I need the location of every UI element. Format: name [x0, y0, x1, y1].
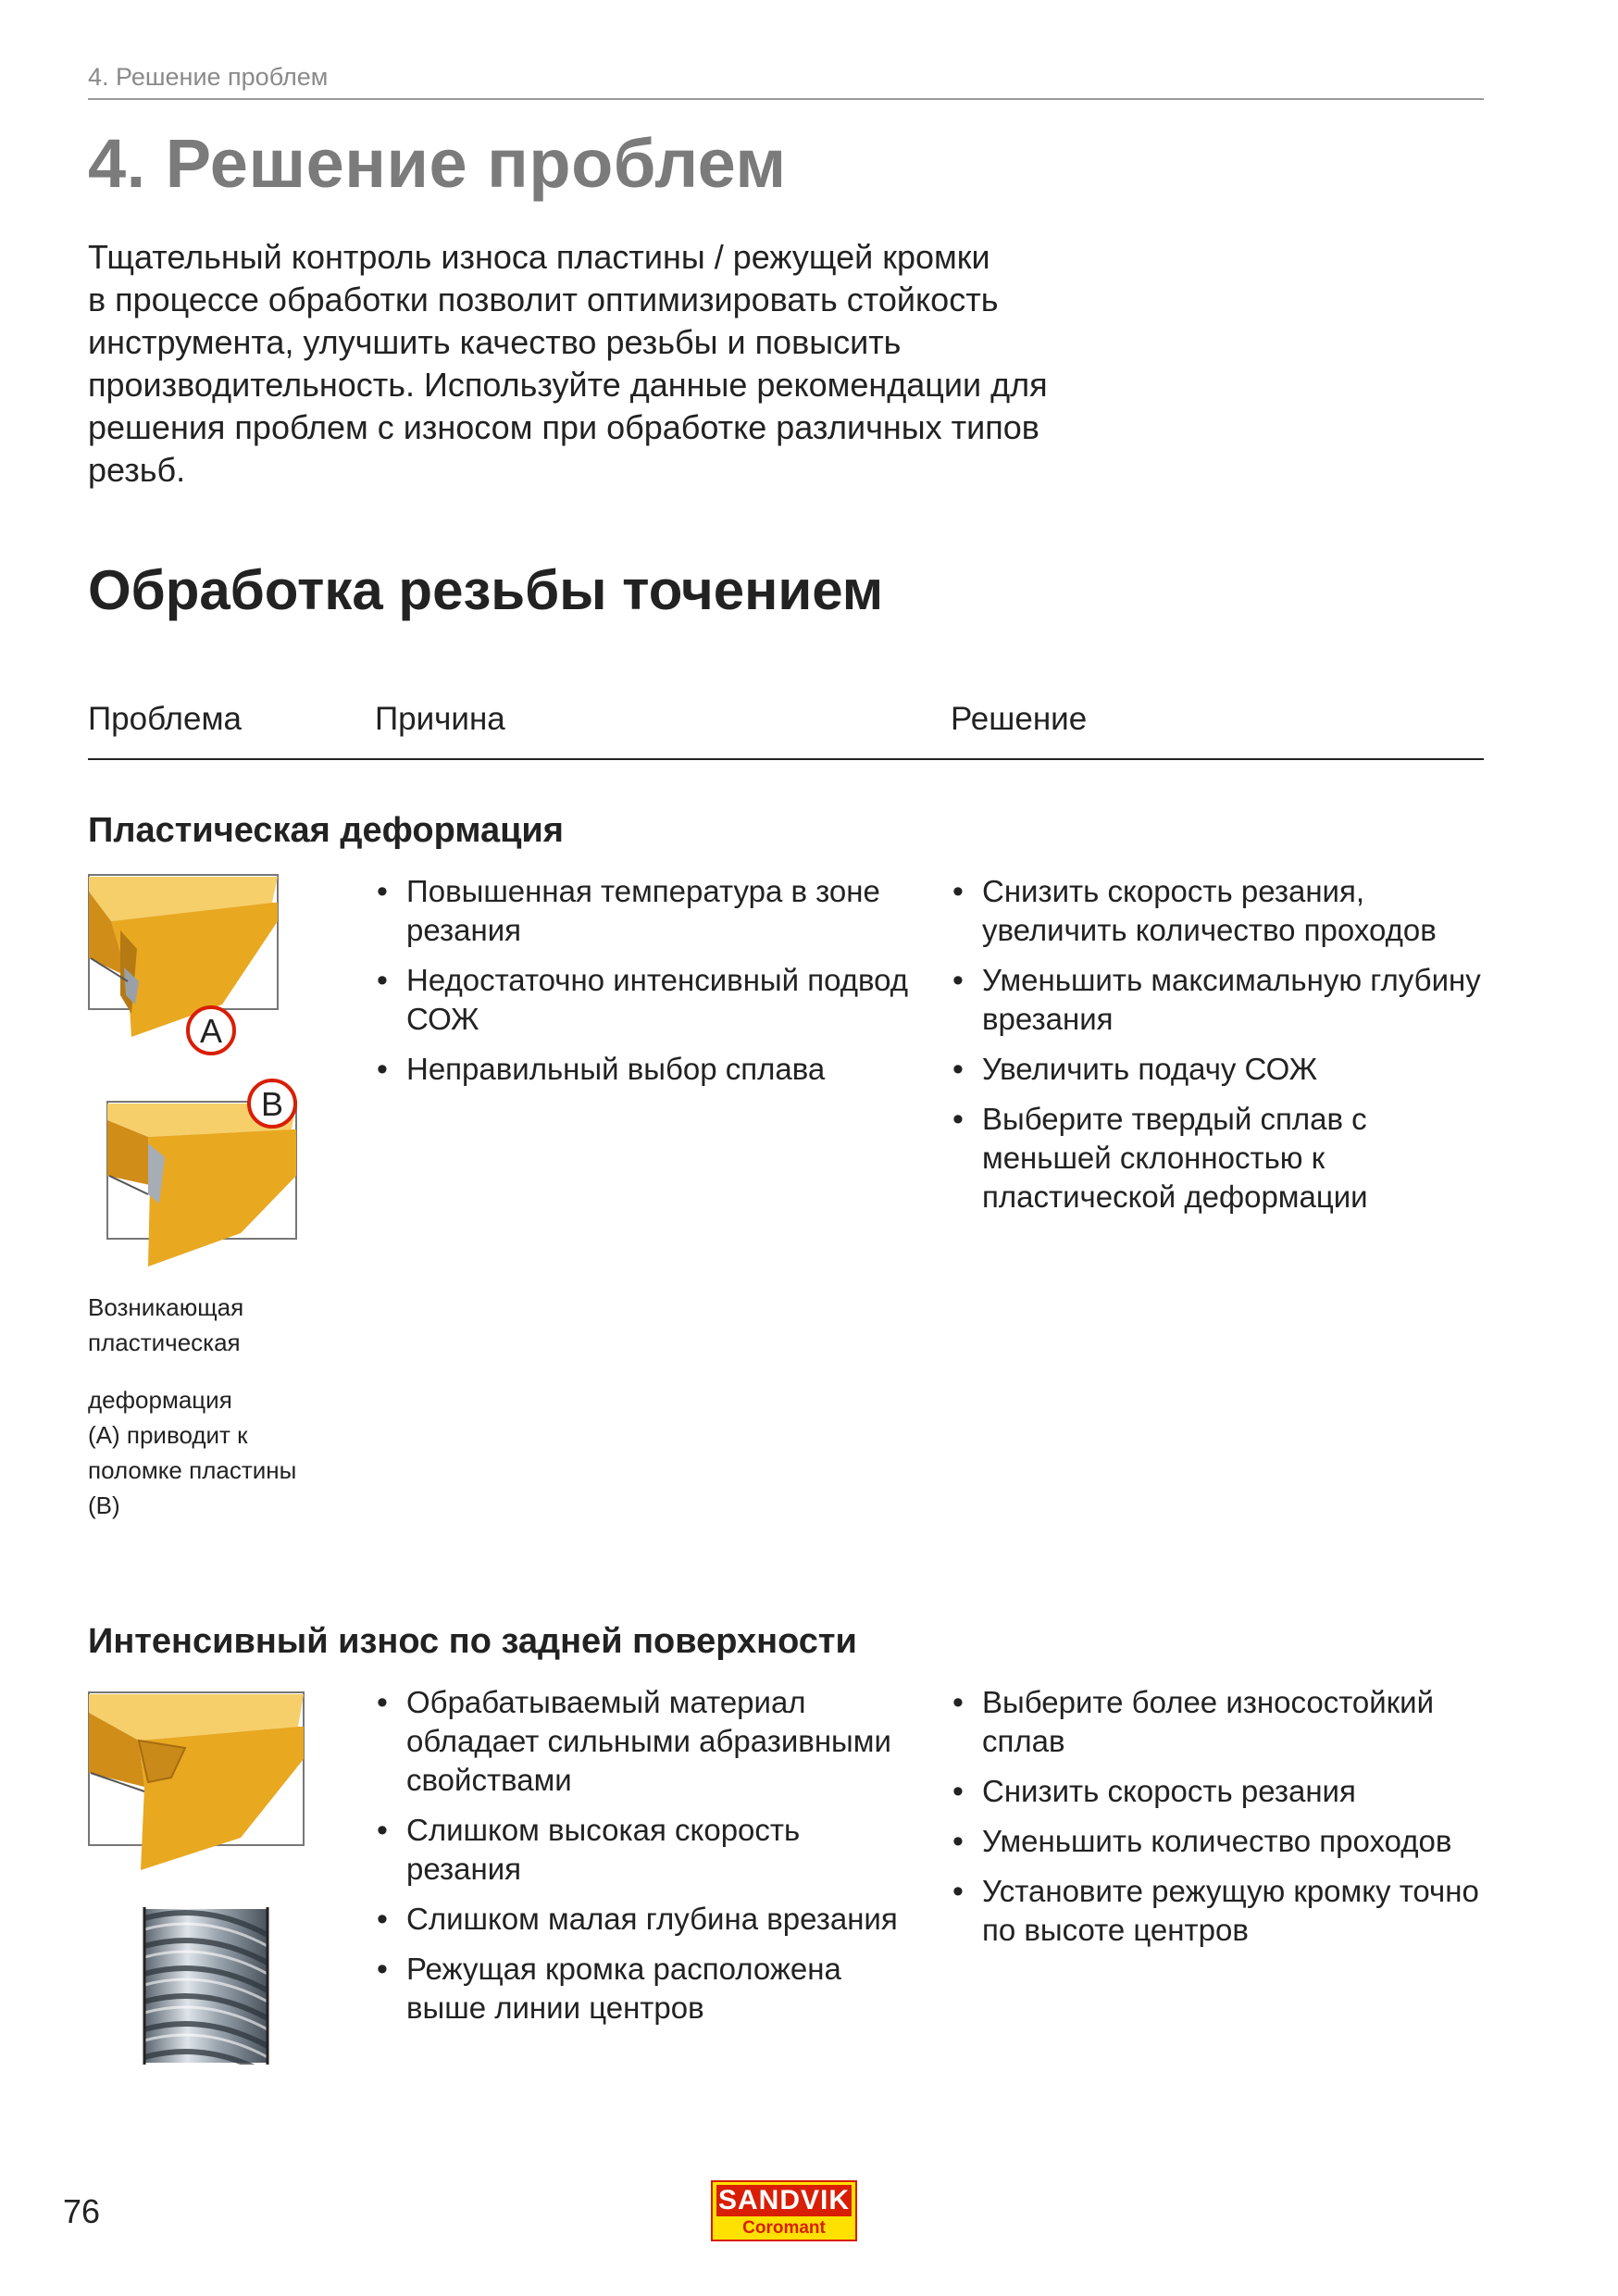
solution-item: • Увеличить подачу СОЖ: [951, 1050, 1487, 1089]
logo-wordmark-top: SANDVIK: [717, 2185, 850, 2215]
caption-line: (A) приводит к: [88, 1421, 248, 1449]
column-header-solution: Решение: [951, 701, 1088, 737]
marker-a-label: A: [199, 1012, 223, 1050]
cause-item: • Слишком высокая скорость резания: [375, 1811, 912, 1889]
cause-list: [375, 872, 912, 1100]
header-divider: [88, 98, 1484, 100]
problem-title-plastic-deformation: Пластическая деформация: [88, 811, 564, 850]
caption-line: поломке пластины: [88, 1456, 297, 1484]
intro-line: производительность. Используйте данные рекомендации для: [88, 366, 1048, 404]
cause-item: • Режущая кромка расположена выше линии центров: [375, 1950, 912, 2028]
cause-item: • Слишком малая глубина врезания: [375, 1900, 912, 1939]
intro-line: инструмента, улучшить качество резьбы и повысить: [88, 323, 902, 361]
solution-list: [951, 1683, 1487, 1961]
solution-item: • Уменьшить количество проходов: [951, 1822, 1487, 1861]
marker-b-label: B: [260, 1085, 284, 1123]
column-header-problem: Проблема: [88, 701, 242, 737]
intro-line: резьб.: [88, 451, 186, 489]
running-head: 4. Решение проблем: [88, 63, 329, 91]
cause-item: • Обрабатываемый материал обладает сильными абразивными свойствами: [375, 1683, 912, 1800]
solution-item: • Снизить скорость резания: [951, 1772, 1487, 1811]
column-header-cause: Причина: [375, 701, 505, 737]
problem-title-flank-wear: Интенсивный износ по задней поверхности: [88, 1622, 857, 1661]
solution-item: • Установите режущую кромку точно по высоте центров: [951, 1872, 1487, 1950]
cause-item: • Повышенная температура в зоне резания: [375, 872, 912, 950]
section-title: Обработка резьбы точением: [88, 559, 884, 621]
caption-line: Возникающая: [88, 1293, 244, 1321]
caption-line: деформация: [88, 1386, 232, 1414]
intro-line: в процессе обработки позволит оптимизировать стойкость: [88, 281, 999, 318]
insert-flank-wear-image: [83, 1685, 310, 1879]
caption-line: (B): [88, 1491, 120, 1519]
page-number: 76: [63, 2192, 101, 2230]
solution-item: • Снизить скорость резания, увеличить количество проходов: [951, 872, 1487, 950]
threaded-workpiece-image: [139, 1907, 273, 2065]
page-title: 4. Решение проблем: [88, 125, 787, 202]
cause-list: [375, 1683, 912, 2039]
intro-line: Тщательный контроль износа пластины / режущей кромки: [88, 238, 990, 276]
solution-item: • Уменьшить максимальную глубину врезания: [951, 961, 1487, 1039]
solution-item: • Выберите более износостойкий сплав: [951, 1683, 1487, 1761]
insert-deformation-image-a: [83, 866, 305, 1065]
cause-item: • Недостаточно интенсивный подвод СОЖ: [375, 961, 912, 1039]
intro-line: решения проблем с износом при обработке различных типов: [88, 408, 1039, 446]
intro-paragraph: [88, 236, 1106, 492]
solution-list: [951, 872, 1487, 1228]
table-header-divider: [88, 758, 1484, 760]
cause-item: • Неправильный выбор сплава: [375, 1050, 912, 1089]
insert-breakage-image-b: [102, 1065, 324, 1273]
logo-wordmark-bottom: Coromant: [742, 2218, 826, 2238]
caption-line: пластическая: [88, 1329, 241, 1356]
image-caption: [88, 1290, 338, 1523]
sandvik-coromant-logo: [711, 2180, 857, 2241]
solution-item: • Выберите твердый сплав с меньшей склонностью к пластической деформации: [951, 1100, 1399, 1217]
